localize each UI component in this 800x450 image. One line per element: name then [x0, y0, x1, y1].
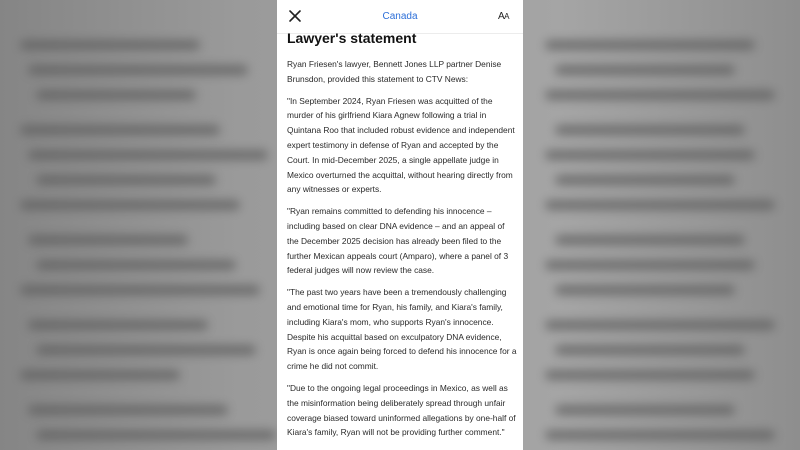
blurred-text-line [545, 370, 755, 380]
paragraph: "The past two years have been a tremendously challenging and emotional time for Ryan, his family, and Kiara's family, including Kiara's mom, who supports Ryan's innocence. Despite his acquittal based on exculpatory DNA evidence, Ryan is once again being forced to defend his innocence for a crime he did not commit. [287, 287, 517, 372]
blurred-text-line [545, 40, 755, 50]
blurred-text-line [20, 285, 260, 295]
paragraph: Ryan Friesen's lawyer, Bennett Jones LLP partner Denise Brunsdon, provided this statement to CTV News: [287, 59, 502, 84]
blurred-text-line [545, 200, 775, 210]
section-heading: Lawyer's statement [287, 30, 417, 46]
text-size-icon [498, 11, 509, 22]
blurred-text-line [20, 200, 240, 210]
blurred-text-line [545, 260, 755, 270]
text-size-button[interactable] [498, 11, 509, 22]
blurred-text-line [555, 125, 745, 135]
article-body [287, 30, 517, 447]
blurred-text-line [28, 320, 208, 330]
blurred-text-line [36, 345, 256, 355]
section-label[interactable]: Canada [382, 11, 418, 22]
text-size-small-glyph: A [504, 12, 509, 21]
blurred-text-line [545, 150, 755, 160]
blurred-text-line [28, 405, 228, 415]
blurred-text-line [545, 90, 775, 100]
blurred-text-line [545, 320, 775, 330]
blurred-text-line [555, 65, 735, 75]
article-view [277, 0, 523, 450]
blurred-text-line [555, 345, 745, 355]
blurred-text-line [36, 430, 276, 440]
top-bar [277, 0, 523, 34]
blurred-text-line [28, 235, 188, 245]
blurred-text-line [20, 370, 180, 380]
paragraph: "Ryan remains committed to defending his innocence – including based on clear DNA evidence – and an appeal of the December 2025 decision has already been filed to the further Mexican appeals court (Amparo), where a panel of 3 federal judges will now review the case. [287, 206, 509, 276]
blurred-text-line [555, 285, 735, 295]
blurred-text-line [28, 150, 268, 160]
blurred-text-line [36, 260, 236, 270]
blurred-text-line [555, 235, 745, 245]
blurred-text-line [555, 405, 735, 415]
blurred-text-line [20, 125, 220, 135]
paragraph: "Due to the ongoing legal proceedings in Mexico, as well as the misinformation being deliberately spread through unfair coverage biased toward uninformed allegations by one-half of Kiara's family, Ryan will not be providing further comment." [287, 382, 516, 438]
blurred-text-line [545, 430, 775, 440]
blurred-text-line [20, 40, 200, 50]
blurred-text-line [36, 175, 216, 185]
paragraph: "In September 2024, Ryan Friesen was acquitted of the murder of his girlfriend Kiara Agnew following a trial in Quintana Roo that included robust evidence and independent expert testimony in defense of Ryan and accepted by the Court. In mid-December 2025, a single appellate judge in Mexico overturned the acquittal, without hearing directly from any witnesses or experts. [287, 95, 515, 195]
text-size-large-glyph: A [497, 11, 505, 22]
blurred-text-line [36, 90, 196, 100]
blurred-text-line [28, 65, 248, 75]
blurred-text-line [555, 175, 735, 185]
